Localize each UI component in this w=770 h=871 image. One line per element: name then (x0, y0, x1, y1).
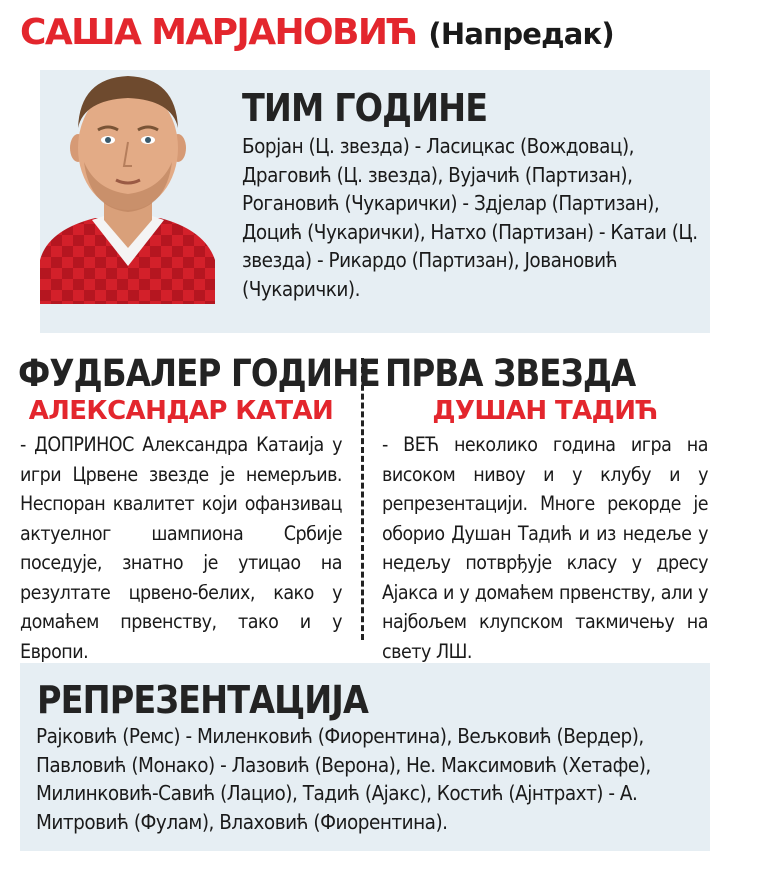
first-star-name: ДУШАН ТАДИЋ (432, 396, 658, 426)
player-of-year-name: АЛЕКСАНДАР КАТАИ (28, 396, 334, 426)
national-team-title: РЕПРЕЗЕНТАЦИЈА (37, 678, 368, 722)
article-header (20, 12, 614, 53)
player-of-year-text: - ДОПРИНОС Александра Катаија у игри Црвене звезде је немерљив. Неспоран квалитет који офанзивац актуелног шампиона Србије поседује, знатно је утицао на резултате црвено-белих, како у домаћем првенству, тако и у Европи. (20, 433, 342, 663)
player-of-year-title: ФУДБАЛЕР ГОДИНЕ (18, 352, 380, 395)
national-team-lineup: Рајковић (Ремс) - Миленковић (Фиорентина), Вељковић (Вердер), Павловић (Монако) - Лазовић (Верона), Не. Максимовић (Хетафе), Милинковић-Савић (Лацио), Тадић (Ајакс), Костић (Ајнтрахт) - А. Митровић (Фулам), Влаховић (Фиорентина). (36, 724, 651, 834)
author-photo (40, 70, 215, 304)
first-star-title: ПРВА ЗВЕЗДА (385, 352, 636, 395)
team-of-year-lineup: Борјан (Ц. звезда) - Ласицкас (Вождовац), Драговић (Ц. звезда), Вујачић (Партизан), Рогановић (Чукарички) - Здјелар (Партизан), Доцић (Чукарички), Натхо (Партизан) - Катаи (Ц. звезда) - Рикардо (Партизан), Јовановић (Чукарички). (242, 134, 698, 301)
first-star-text: - ВЕЋ неколико година игра на високом нивоу и у клубу и у репрезентацији. Многе рекорде је оборио Душан Тадић и из недеље у недељу потврђује класу у дресу Ајакса и у домаћем првенству, али у најбољем клупском такмичењу на свету ЛШ. (382, 433, 708, 663)
author-name: САША МАРЈАНОВИЋ (20, 12, 417, 53)
team-of-year-title: ТИМ ГОДИНЕ (242, 86, 488, 130)
column-divider (361, 358, 364, 640)
author-club: (Напредак) (428, 17, 614, 51)
